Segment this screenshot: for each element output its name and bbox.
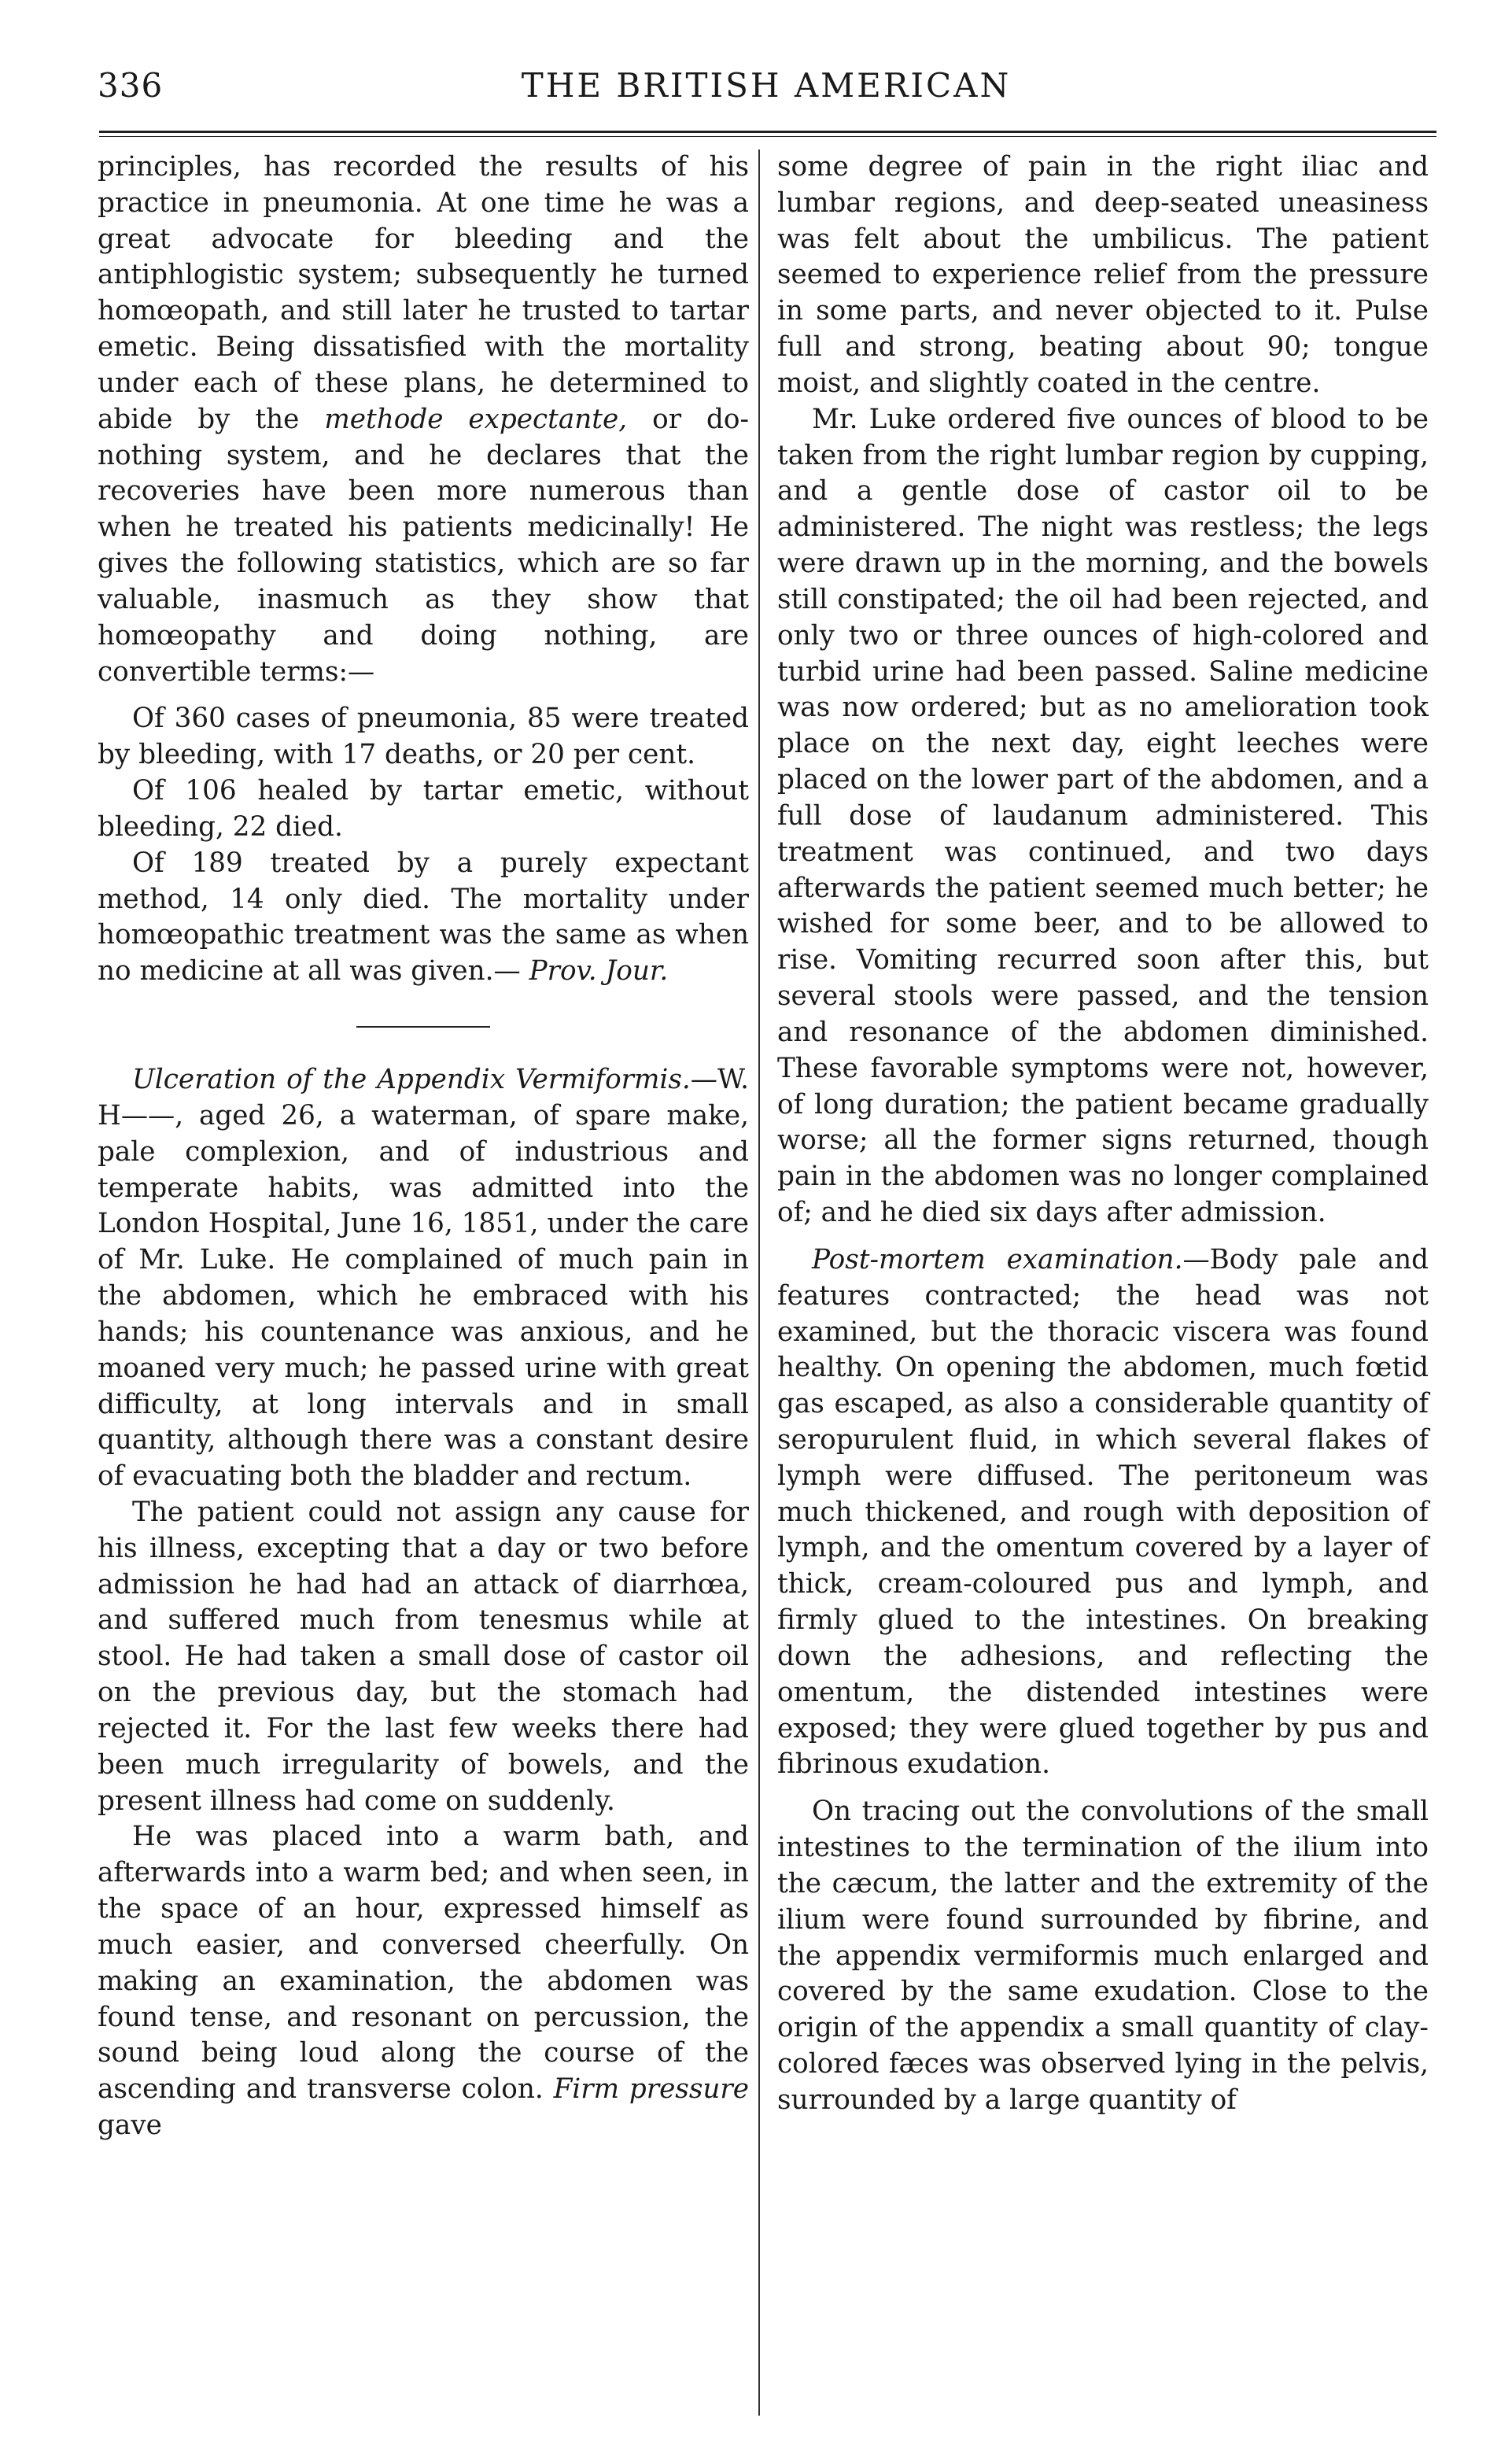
left-paragraph-1: principles, has recorded the results of his practice in pneumonia. At one time he was a great advocate for bleeding and the antiphlogistic system; subsequently he turned homœopath, and still later he trusted to tartar emetic. Being dissatisfied with the mortality under each of these plans, he determined to abide by the methode expectante, or do-nothing system, and he declares that the recoveries have been more numerous than when he treated his patients medicinally! He gives the following statistics, which are so far valuable, inasmuch as they show that homœopathy and doing nothing, are convertible terms:—: [98, 151, 749, 688]
left-column: [98, 150, 749, 2144]
page-header: [98, 66, 1435, 113]
header-rule: [99, 131, 1436, 137]
left-paragraph-5: Ulceration of the Appendix Vermiformis.—W. H——, aged 26, a waterman, of spare make, pale complexion, and of industrious and temperate habits, was admitted into the London Hospital, June 16, 1851, under the care of Mr. Luke. He complained of much pain in the abdomen, which he embraced with his hands; his countenance was anxious, and he moaned very much; he passed urine with great difficulty, at long intervals and in small quantity, although there was a constant desire of evacuating both the bladder and rectum.: [98, 1064, 749, 1493]
column-divider: [758, 150, 760, 2416]
right-paragraph-1: some degree of pain in the right iliac and lumbar regions, and deep-seated uneasiness was felt about the umbilicus. The patient seemed to experience relief from the pressure in some parts, and never objected to it. Pulse full and strong, beating about 90; tongue moist, and slightly coated in the centre.: [777, 151, 1429, 399]
left-paragraph-7: He was placed into a warm bath, and afterwards into a warm bed; and when seen, in the space of an hour, expressed himself as much easier, and conversed cheerfully. On making an examination, the abdomen was found tense, and resonant on percussion, the sound being loud along the course of the ascending and transverse colon. Firm pressure gave: [98, 1821, 749, 2142]
article-heading: Ulceration of the Appendix Vermiformis.: [132, 1064, 691, 1096]
left-paragraph-6: The patient could not assign any cause for his illness, excepting that a day or two before admission he had had an attack of diarrhœa, and suffered much from tenesmus while at stool. He had taken a small dose of castor oil on the previous day, but the stomach had rejected it. For the last few weeks there had been much irregularity of bowels, and the present illness had come on suddenly.: [98, 1496, 749, 1817]
right-paragraph-3: Post-mortem examination.—Body pale and features contracted; the head was not examined, but the thoracic viscera was found healthy. On opening the abdomen, much fœtid gas escaped, as also a considerable quantity of seropurulent fluid, in which several flakes of lymph were diffused. The peritoneum was much thickened, and rough with deposition of lymph, and the omentum covered by a layer of thick, cream-coloured pus and lymph, and firmly glued to the intestines. On breaking down the adhesions, and reflecting the omentum, the distended intestines were exposed; they were glued together by pus and fibrinous exudation.: [777, 1243, 1429, 1781]
right-paragraph-2: Mr. Luke ordered five ounces of blood to be taken from the right lumbar region by cupping, and a gentle dose of castor oil to be administered. The night was restless; the legs were drawn up in the morning, and the bowels still constipated; the oil had been rejected, and only two or three ounces of high-colored and turbid urine had been passed. Saline medicine was now ordered; but as no amelioration took place on the next day, eight leeches were placed on the lower part of the abdomen, and a full dose of laudanum administered. This treatment was continued, and two days afterwards the patient seemed much better; he wished for some beer, and to be allowed to rise. Vomiting recurred soon after this, but several stools were passed, and the tension and resonance of the abdomen diminished. These favorable symptoms were not, however, of long duration; the patient became gradually worse; all the former signs returned, though pain in the abdomen was no longer complained of; and he died six days after admission.: [777, 403, 1429, 1229]
left-paragraph-2: Of 360 cases of pneumonia, 85 were treated by bleeding, with 17 deaths, or 20 per cent.: [98, 703, 749, 771]
left-paragraph-4: Of 189 treated by a purely expectant method, 14 only died. The mortality under homœopathic treatment was the same as when no medicine at all was given.— Prov. Jour.: [98, 847, 749, 987]
right-column: [777, 150, 1429, 2119]
post-mortem-heading: Post-mortem examination.: [812, 1243, 1183, 1275]
running-title: THE BRITISH AMERICAN: [521, 66, 1012, 105]
left-paragraph-3: Of 106 healed by tartar emetic, without bleeding, 22 died.: [98, 775, 749, 843]
right-paragraph-4: On tracing out the convolutions of the small intestines to the termination of the ilium into the cæcum, the latter and the extremity of the ilium were found surrounded by fibrine, and the appendix vermiformis much enlarged and covered by the same exudation. Close to the origin of the appendix a small quantity of clay-colored fæces was observed lying in the pelvis, surrounded by a large quantity of: [777, 1796, 1429, 2116]
section-separator-rule: [356, 1026, 490, 1028]
page-number: 336: [98, 66, 164, 105]
